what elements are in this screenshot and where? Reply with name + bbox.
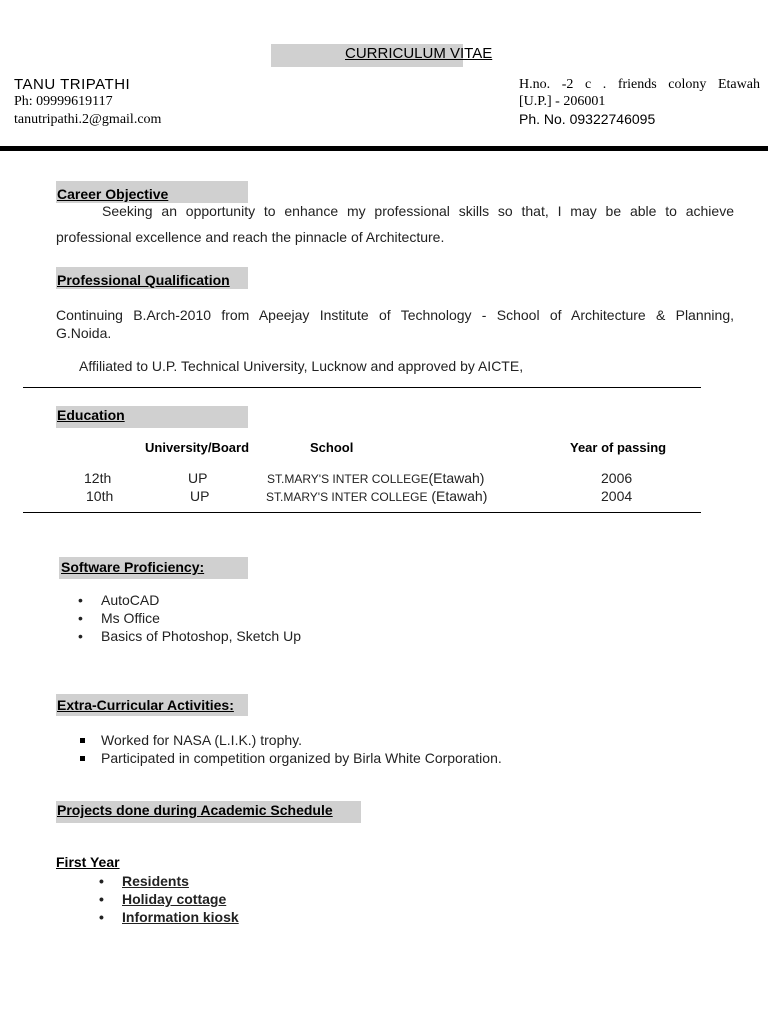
list-item-text: Basics of Photoshop, Sketch Up (101, 628, 301, 644)
education-heading: Education (57, 407, 125, 423)
address-word: friends (617, 77, 657, 92)
qualification-line-2: G.Noida. (56, 325, 112, 341)
header-divider (0, 146, 768, 151)
list-item (101, 749, 502, 767)
bullet-icon: • (99, 909, 104, 925)
education-board: UP (188, 470, 208, 486)
document-title: CURRICULUM VITAE (345, 45, 493, 62)
list-item-text: Participated in competition organized by Birla White Corporation. (101, 750, 502, 766)
address-word: Etawah (717, 77, 760, 92)
address-line-2: [U.P.] - 206001 (519, 94, 606, 109)
qualification-line-1: Continuing B.Arch-2010 from Apeejay Institute of Technology - School of Architecture & Planning, (56, 307, 734, 323)
bullet-icon: • (78, 628, 83, 644)
address-word: colony (668, 77, 707, 92)
section-divider (23, 512, 701, 513)
square-bullet-icon (80, 738, 85, 743)
career-objective-line-1: Seeking an opportunity to enhance my professional skills so that, I may be able to achieve (102, 203, 734, 219)
address-word: c (584, 77, 592, 92)
list-item (99, 872, 239, 890)
address-word: -2 (561, 77, 574, 92)
education-year: 2004 (601, 488, 633, 504)
career-objective-line-2: professional excellence and reach the pinnacle of Architecture. (56, 229, 445, 245)
extra-curricular-heading: Extra-Curricular Activities: (57, 697, 234, 713)
education-school: ST.MARY'S INTER COLLEGE (266, 490, 428, 504)
bullet-icon: • (78, 592, 83, 608)
education-school-cell (266, 488, 487, 506)
affiliation-text: Affiliated to U.P. Technical University, Lucknow and approved by AICTE, (79, 358, 524, 374)
education-year: 2006 (601, 470, 633, 486)
professional-qualification-heading: Professional Qualification (57, 272, 230, 288)
software-heading: Software Proficiency: (61, 559, 205, 575)
bullet-icon: • (99, 873, 104, 889)
list-item (78, 591, 301, 609)
education-city: (Etawah) (428, 470, 485, 486)
list-item-text: Information kiosk (122, 909, 239, 925)
column-header-board: University/Board (145, 440, 250, 455)
education-level: 12th (84, 470, 112, 486)
list-item-text: Ms Office (101, 610, 160, 626)
applicant-email: tanutripathi.2@gmail.com (14, 112, 162, 127)
list-item-text: Holiday cottage (122, 891, 227, 907)
projects-heading: Projects done during Academic Schedule (57, 802, 333, 818)
bullet-icon: • (99, 891, 104, 907)
education-city: (Etawah) (427, 488, 488, 504)
list-item (78, 609, 301, 627)
table-row (0, 470, 768, 488)
first-year-projects-list (99, 872, 239, 926)
first-year-label: First Year (56, 854, 120, 870)
applicant-phone: Ph: 09999619117 (14, 94, 113, 109)
section-divider (23, 387, 701, 388)
square-bullet-icon (80, 756, 85, 761)
extra-curricular-list (101, 731, 502, 767)
education-school: ST.MARY'S INTER COLLEGE (267, 472, 429, 486)
address-word: . (602, 77, 607, 92)
bullet-icon: • (78, 610, 83, 626)
list-item (101, 731, 502, 749)
software-list (78, 591, 301, 645)
list-item-text: Worked for NASA (L.I.K.) trophy. (101, 732, 302, 748)
address-line-1 (519, 77, 760, 93)
education-board: UP (190, 488, 210, 504)
education-level: 10th (86, 488, 114, 504)
address-word: H.no. (519, 77, 551, 92)
applicant-name: TANU TRIPATHI (14, 76, 131, 93)
table-row (0, 488, 768, 506)
list-item-text: Residents (122, 873, 189, 889)
career-objective-heading: Career Objective (57, 186, 169, 202)
list-item-text: AutoCAD (101, 592, 160, 608)
list-item (99, 908, 239, 926)
column-header-school: School (310, 440, 354, 455)
list-item (78, 627, 301, 645)
address-phone: Ph. No. 09322746095 (519, 111, 656, 127)
column-header-year: Year of passing (570, 440, 667, 455)
education-school-cell (267, 470, 484, 488)
list-item (99, 890, 239, 908)
